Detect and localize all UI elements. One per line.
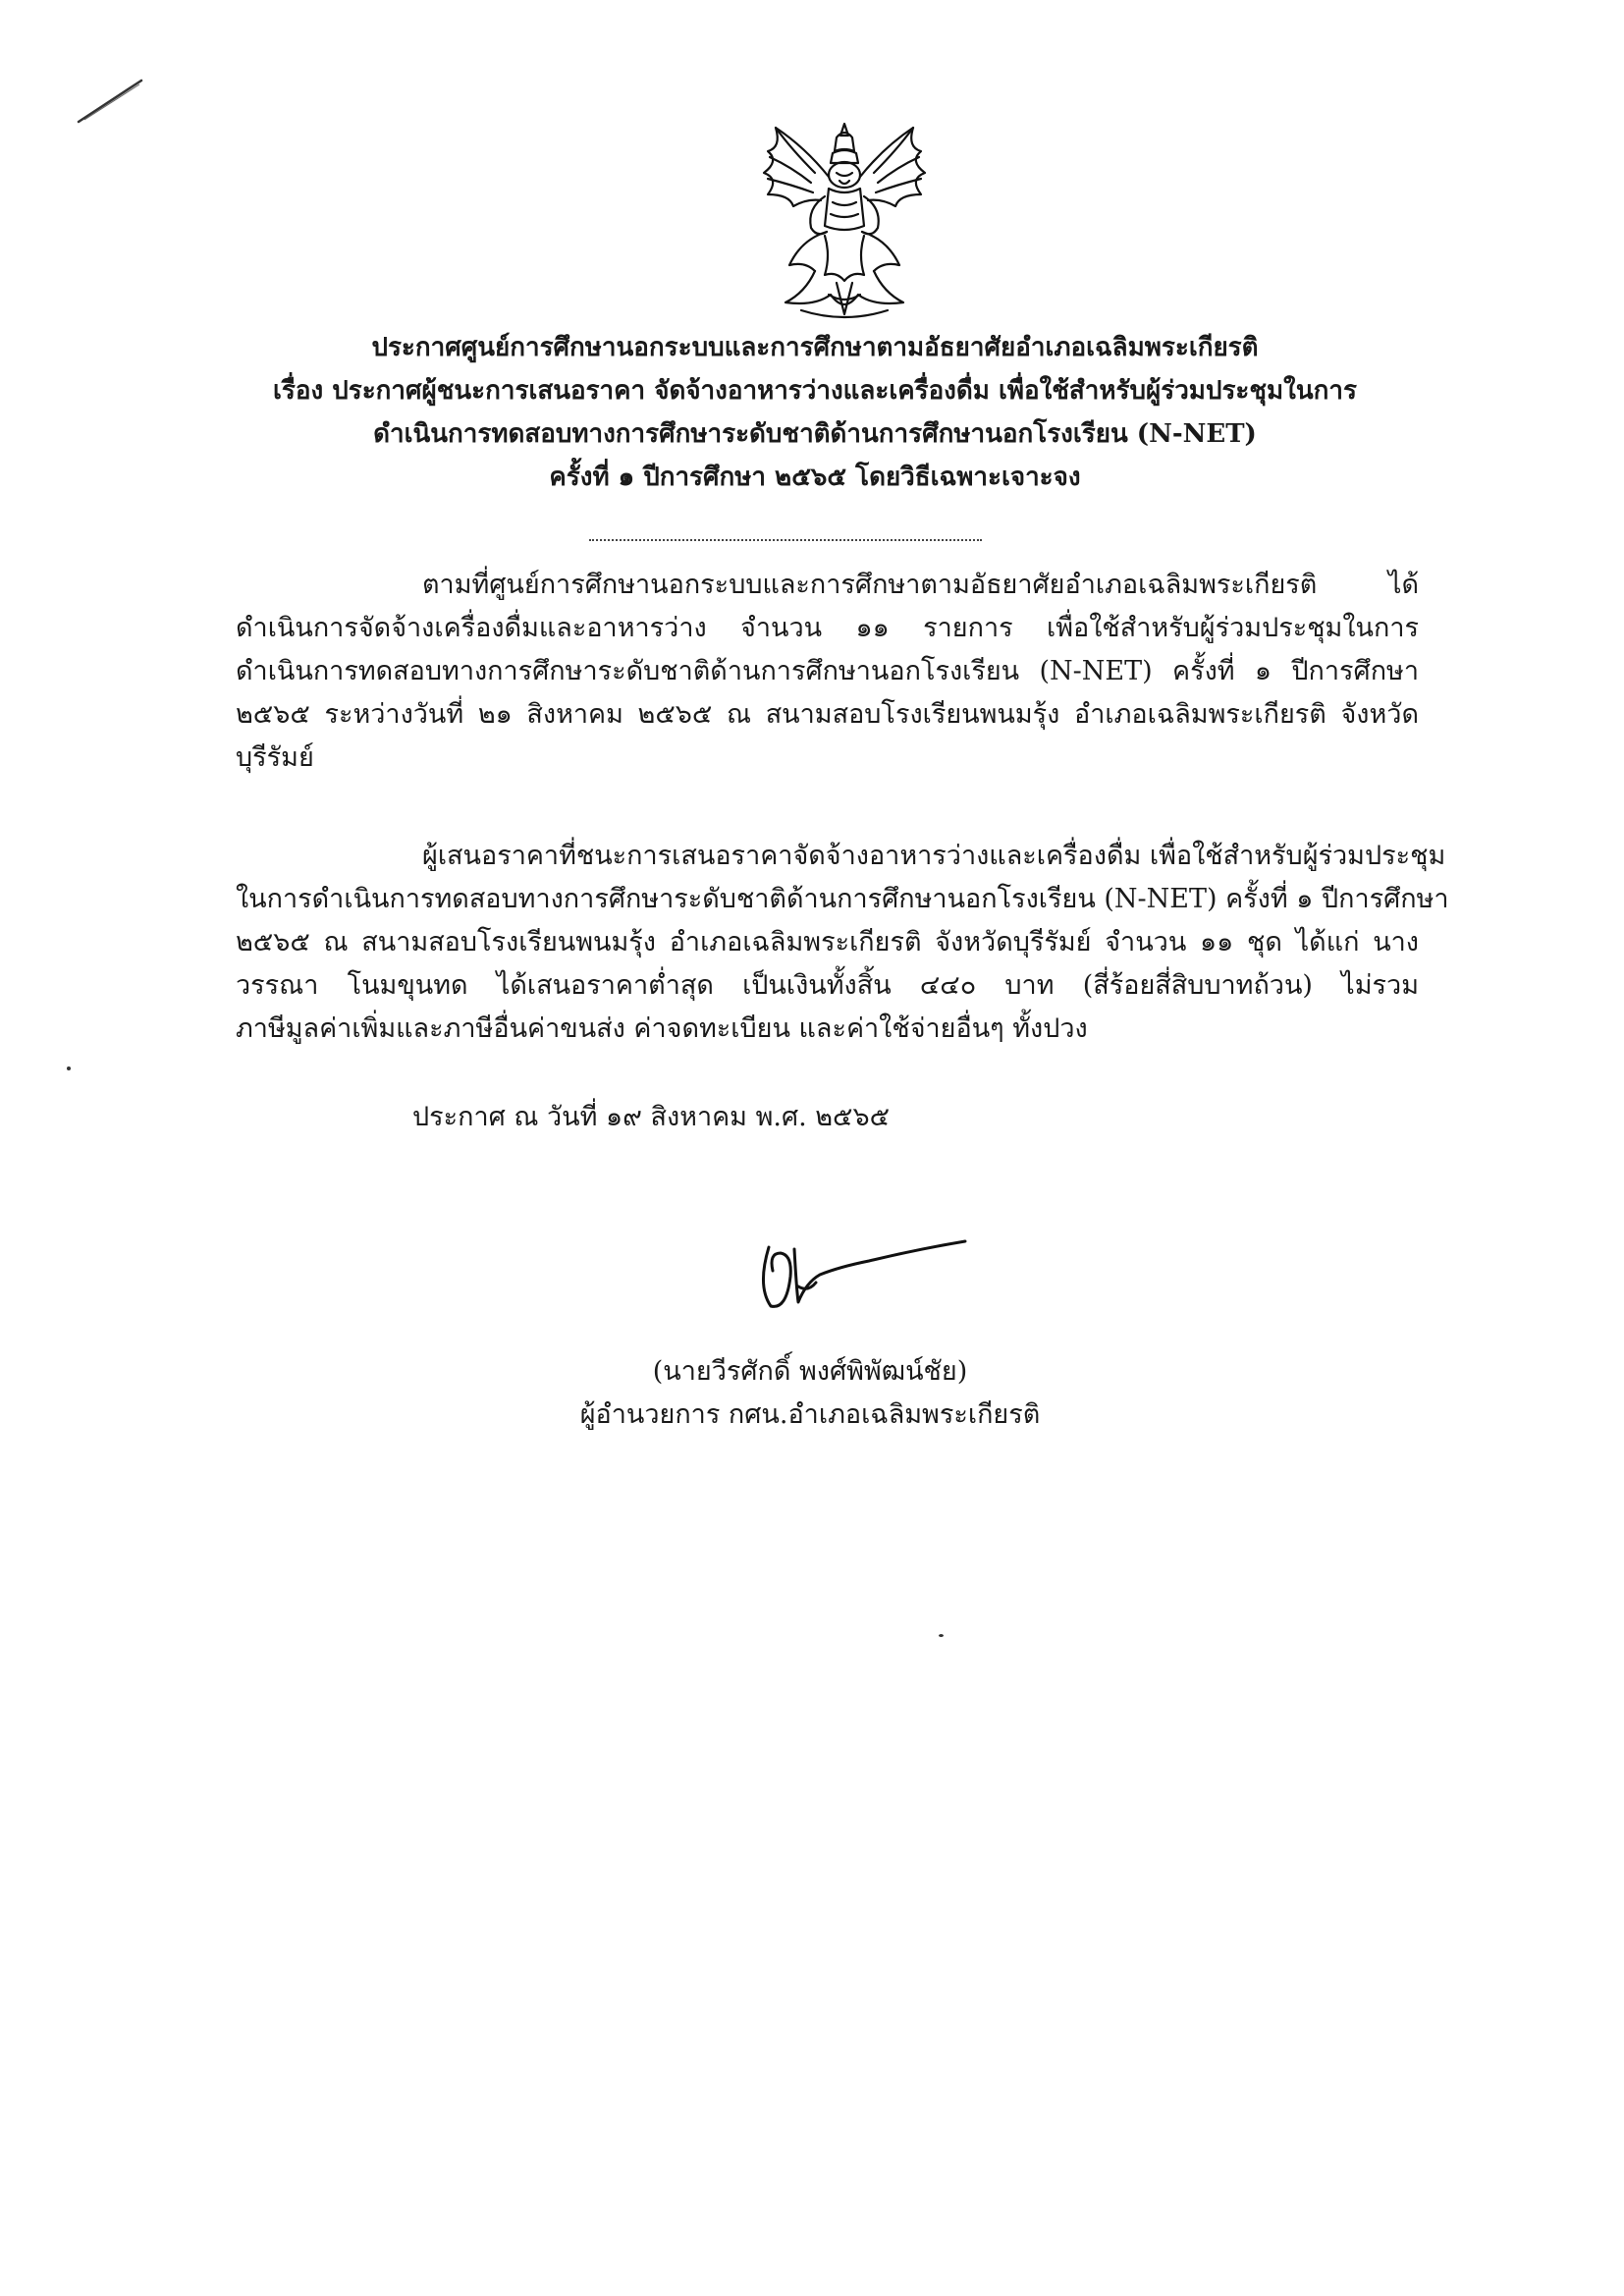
announcement-date: ประกาศ ณ วันที่ ๑๙ สิงหาคม พ.ศ. ๒๕๖๕: [412, 1102, 891, 1132]
body-paragraph-2: [236, 835, 1449, 1051]
stray-dot: [939, 1634, 944, 1637]
signatory-position: ผู้อำนวยการ กศน.อำเภอเฉลิมพระเกียรติ: [579, 1399, 1041, 1430]
paragraph-line: บุรีรัมย์: [236, 742, 314, 773]
signatory-name: (นายวีรศักดิ์ พงศ์พิพัฒน์ชัย): [652, 1356, 968, 1387]
stray-pen-mark: [77, 77, 145, 126]
paragraph-line: ๒๕๖๕ ระหว่างวันที่ ๒๑ สิงหาคม ๒๕๖๕ ณ สนามสอบโรงเรียนพนมรุ้ง อำเภอเฉลิมพระเกียรติ จังหวัด: [236, 699, 1419, 730]
paragraph-line: ๒๕๖๕ ณ สนามสอบโรงเรียนพนมรุ้ง อำเภอเฉลิมพระเกียรติ จังหวัดบุรีรัมย์ จำนวน ๑๑ ชุด ได้แก่ นาง: [236, 927, 1419, 957]
title-line: ดำเนินการทดสอบทางการศึกษาระดับชาติด้านการศึกษานอกโรงเรียน (N-NET): [373, 419, 1257, 449]
paragraph-line: วรรณา โนมขุนทด ได้เสนอราคาต่ำสุด เป็นเงินทั้งสิ้น ๔๔๐ บาท (สี่ร้อยสี่สิบบาทถ้วน) ไม่รวม: [236, 970, 1419, 1001]
dotted-divider: [589, 539, 982, 541]
paragraph-line: ดำเนินการทดสอบทางการศึกษาระดับชาติด้านการศึกษานอกโรงเรียน (N-NET) ครั้งที่ ๑ ปีการศึกษา: [236, 656, 1419, 686]
paragraph-line: ภาษีมูลค่าเพิ่มและภาษีอื่นค่าขนส่ง ค่าจดทะเบียน และค่าใช้จ่ายอื่นๆ ทั้งปวง: [236, 1013, 1088, 1044]
stray-dot: [67, 1066, 71, 1070]
announcement-title: [206, 326, 1424, 499]
handwritten-signature: [751, 1228, 977, 1326]
title-line: เรื่อง ประกาศผู้ชนะการเสนอราคา จัดจ้างอาหารว่างและเครื่องดื่ม เพื่อใช้สำหรับผู้ร่วมประชุมในการ: [273, 376, 1357, 406]
paragraph-line: ดำเนินการจัดจ้างเครื่องดื่มและอาหารว่าง จำนวน ๑๑ รายการ เพื่อใช้สำหรับผู้ร่วมประชุมในการ: [236, 613, 1419, 643]
garuda-emblem-icon: [746, 118, 943, 329]
signatory-block: [569, 1350, 1051, 1437]
title-line: ครั้งที่ ๑ ปีการศึกษา ๒๕๖๕ โดยวิธีเฉพาะเจาะจง: [549, 463, 1081, 492]
paragraph-line: ตามที่ศูนย์การศึกษานอกระบบและการศึกษาตามอัธยาศัยอำเภอเฉลิมพระเกียรติ ได้: [422, 570, 1419, 600]
paragraph-line: ในการดำเนินการทดสอบทางการศึกษาระดับชาติด้านการศึกษานอกโรงเรียน (N-NET) ครั้งที่ ๑ ปีการศึกษา: [236, 884, 1449, 914]
title-line: ประกาศศูนย์การศึกษานอกระบบและการศึกษาตามอัธยาศัยอำเภอเฉลิมพระเกียรติ: [371, 333, 1259, 362]
paragraph-line: ผู้เสนอราคาที่ชนะการเสนอราคาจัดจ้างอาหารว่างและเครื่องดื่ม เพื่อใช้สำหรับผู้ร่วมประชุม: [422, 841, 1446, 871]
body-paragraph-1: [236, 564, 1419, 780]
